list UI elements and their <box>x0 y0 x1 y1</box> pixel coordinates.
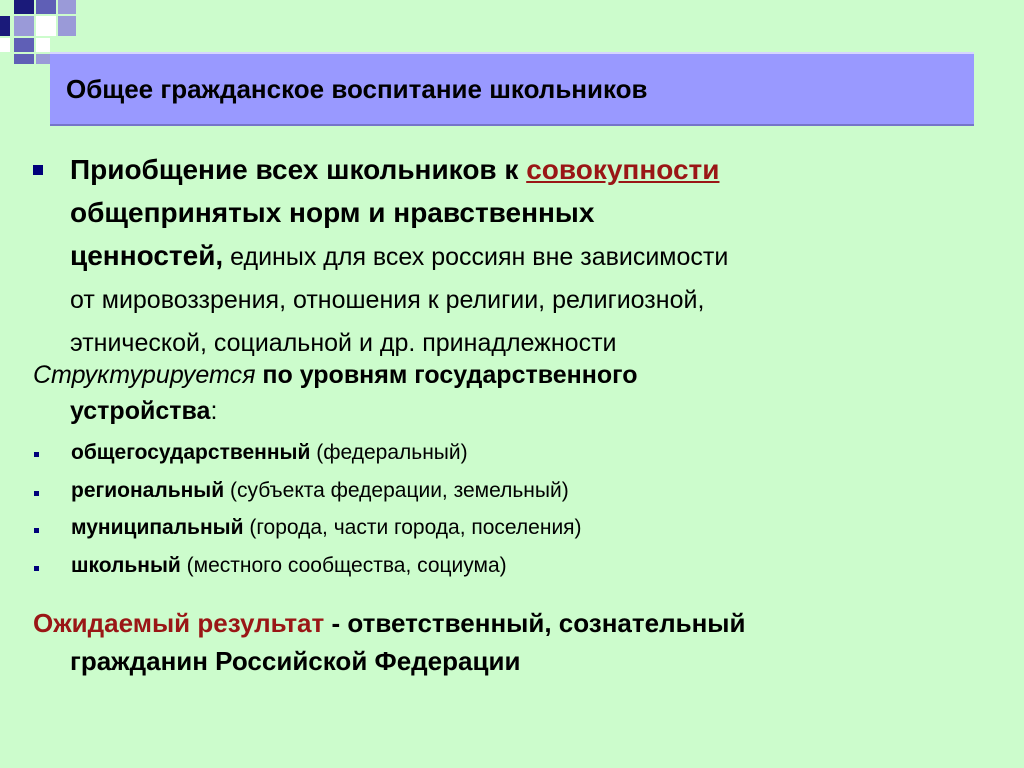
expected-result <box>33 604 993 680</box>
level-detail: (субъекта федерации, земельный) <box>224 479 569 502</box>
small-bullet-icon <box>34 566 39 571</box>
small-bullet-icon <box>34 452 39 457</box>
structure-text <box>33 357 993 429</box>
result-label: Ожидаемый результат <box>33 608 325 638</box>
structure-bold-1: по уровням государственного <box>255 361 638 389</box>
level-detail: (местного сообщества, социума) <box>180 554 507 577</box>
result-text-1: - ответственный, сознательный <box>324 608 746 638</box>
level-name: муниципальный <box>71 516 244 539</box>
bullet-lead: Приобщение всех школьников к <box>70 154 527 185</box>
bullet-normal-1: единых для всех россиян вне зависимости <box>223 243 729 271</box>
list-item <box>71 441 468 465</box>
level-name: школьный <box>71 554 181 577</box>
list-item <box>71 479 569 503</box>
list-item <box>71 554 507 578</box>
main-bullet-text <box>70 148 1005 363</box>
result-text-2: гражданин Российской Федерации <box>70 646 521 676</box>
bullet-bold-line-2: ценностей, <box>70 240 224 271</box>
structure-italic: Структурируется <box>33 361 256 389</box>
level-name: общегосударственный <box>71 441 311 464</box>
list-item <box>71 516 582 540</box>
small-bullet-icon <box>34 528 39 533</box>
level-detail: (федеральный) <box>310 441 468 464</box>
bullet-bold-line-1: общепринятых норм и нравственных <box>70 197 595 228</box>
highlight-word: совокупности <box>526 154 720 185</box>
level-name: региональный <box>71 479 225 502</box>
slide-title: Общее гражданское воспитание школьников <box>66 74 648 104</box>
structure-bold-2: устройства <box>70 397 211 425</box>
bullet-square-icon <box>33 165 43 175</box>
bullet-normal-2: от мировоззрения, отношения к религии, религиозной, <box>70 286 705 314</box>
structure-colon: : <box>210 397 218 425</box>
small-bullet-icon <box>34 491 39 496</box>
level-detail: (города, части города, поселения) <box>243 516 582 539</box>
bullet-normal-3: этнической, социальной и др. принадлежности <box>70 329 617 357</box>
